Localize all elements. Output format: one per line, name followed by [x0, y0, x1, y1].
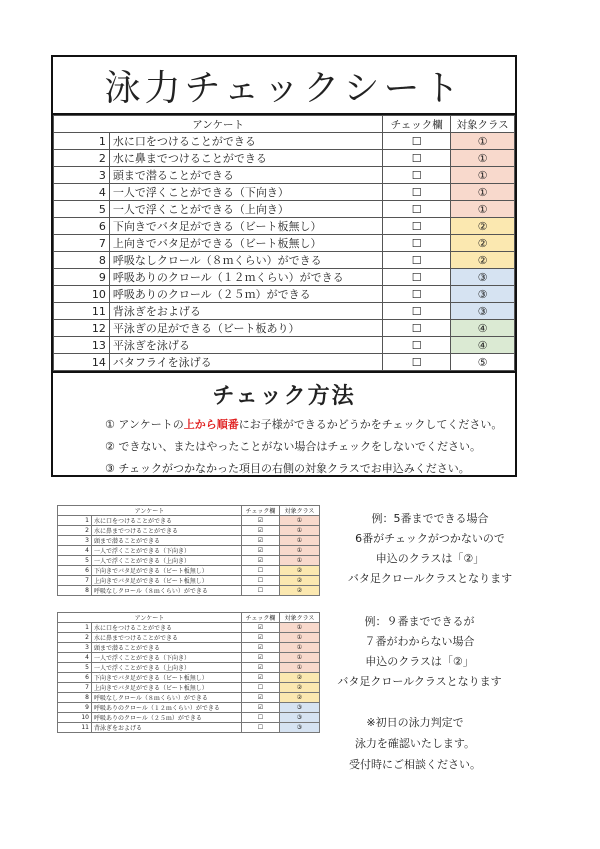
mini-row-checkbox: ☑	[242, 643, 280, 653]
footnote	[330, 712, 500, 775]
row-number: 2	[54, 150, 110, 167]
row-class: ③	[451, 303, 515, 320]
mini-table-row	[58, 693, 320, 703]
table-header-row	[54, 116, 515, 133]
example-table-2	[57, 612, 320, 733]
row-number: 14	[54, 354, 110, 371]
footnote-line-3: 受付時にご相談ください。	[349, 758, 481, 771]
row-question: バタフライを泳げる	[109, 354, 382, 371]
table-row	[54, 201, 515, 218]
row-class: ①	[451, 184, 515, 201]
row-question: 下向きでバタ足ができる（ビート板無し）	[109, 218, 382, 235]
table-row	[54, 133, 515, 150]
mini-row-checkbox: ☑	[242, 623, 280, 633]
mini-row-question: 水に口をつけることができる	[92, 623, 242, 633]
mini-header-check: チェック欄	[242, 506, 280, 516]
row-question: 平泳ぎの足ができる（ビート板あり）	[109, 320, 382, 337]
mini-row-class: ①	[280, 526, 320, 536]
example-note-1	[330, 509, 530, 589]
mini-row-question: 呼吸ありのクロール（２５ｍ）ができる	[92, 713, 242, 723]
mini-table-row	[58, 576, 320, 586]
mini-row-number: 4	[58, 546, 92, 556]
mini-row-class: ①	[280, 546, 320, 556]
row-question: 上向きでバタ足ができる（ビート板無し）	[109, 235, 382, 252]
mini-row-checkbox: ☑	[242, 703, 280, 713]
row-number: 8	[54, 252, 110, 269]
mini-row-class: ①	[280, 633, 320, 643]
method-step-1-pre: ① アンケートの	[105, 418, 184, 431]
mini-row-checkbox: ☐	[242, 713, 280, 723]
mini-row-class: ②	[280, 576, 320, 586]
mini-row-class: ①	[280, 653, 320, 663]
row-question: 一人で浮くことができる（下向き）	[109, 184, 382, 201]
mini-row-question: 水に口をつけることができる	[92, 516, 242, 526]
example-2-line-4: バタ足クロールクラスとなります	[337, 675, 502, 688]
mini-row-number: 7	[58, 683, 92, 693]
row-checkbox[interactable]: ☐	[383, 235, 451, 252]
mini-table-row	[58, 723, 320, 733]
row-checkbox[interactable]: ☐	[383, 337, 451, 354]
row-number: 9	[54, 269, 110, 286]
survey-table	[53, 115, 515, 371]
footnote-line-2: 泳力を確認いたします。	[354, 737, 476, 750]
table-row	[54, 320, 515, 337]
mini-row-checkbox: ☑	[242, 663, 280, 673]
mini-row-checkbox: ☑	[242, 546, 280, 556]
mini-table-row	[58, 556, 320, 566]
mini-row-class: ③	[280, 713, 320, 723]
table-row	[54, 303, 515, 320]
row-number: 6	[54, 218, 110, 235]
row-question: 呼吸ありのクロール（１２ｍくらい）ができる	[109, 269, 382, 286]
method-step-3: ③ チェックがつかなかった項目の右側の対象クラスでお申込みください。	[105, 462, 470, 475]
mini-row-number: 3	[58, 643, 92, 653]
header-question: アンケート	[54, 116, 383, 133]
row-number: 7	[54, 235, 110, 252]
mini-header-row	[58, 613, 320, 623]
row-checkbox[interactable]: ☐	[383, 354, 451, 371]
mini-row-class: ③	[280, 723, 320, 733]
mini-table-row	[58, 566, 320, 576]
mini-table-row	[58, 673, 320, 683]
mini-row-question: 下向きでバタ足ができる（ビート板無し）	[92, 673, 242, 683]
mini-row-question: 水に鼻までつけることができる	[92, 526, 242, 536]
mini-row-checkbox: ☐	[242, 566, 280, 576]
method-title: チェック方法	[212, 384, 356, 409]
row-checkbox[interactable]: ☐	[383, 218, 451, 235]
row-checkbox[interactable]: ☐	[383, 320, 451, 337]
mini-row-question: 呼吸なしクロール（８ｍくらい）ができる	[92, 586, 242, 596]
mini-table-row	[58, 683, 320, 693]
mini-header-question: アンケート	[58, 506, 242, 516]
mini-row-question: 頭まで潜ることができる	[92, 536, 242, 546]
mini-row-number: 2	[58, 526, 92, 536]
mini-row-number: 4	[58, 653, 92, 663]
table-row	[54, 150, 515, 167]
mini-row-class: ②	[280, 683, 320, 693]
table-row	[54, 235, 515, 252]
example-note-2	[312, 612, 527, 692]
mini-row-number: 11	[58, 723, 92, 733]
mini-row-class: ②	[280, 566, 320, 576]
mini-row-number: 5	[58, 556, 92, 566]
row-class: ②	[451, 218, 515, 235]
mini-row-checkbox: ☐	[242, 576, 280, 586]
table-row	[54, 286, 515, 303]
mini-table-row	[58, 526, 320, 536]
mini-table-row	[58, 713, 320, 723]
mini-row-question: 一人で浮くことができる（下向き）	[92, 546, 242, 556]
mini-header-question: アンケート	[58, 613, 242, 623]
row-number: 12	[54, 320, 110, 337]
mini-header-class: 対象クラス	[280, 506, 320, 516]
mini-header-class: 対象クラス	[280, 613, 320, 623]
table-row	[54, 354, 515, 371]
mini-table-row	[58, 536, 320, 546]
row-checkbox[interactable]: ☐	[383, 286, 451, 303]
row-class: ①	[451, 201, 515, 218]
row-class: ①	[451, 133, 515, 150]
mini-row-class: ②	[280, 586, 320, 596]
row-class: ④	[451, 337, 515, 354]
mini-row-number: 2	[58, 633, 92, 643]
mini-row-number: 9	[58, 703, 92, 713]
mini-row-checkbox: ☑	[242, 693, 280, 703]
row-question: 一人で浮くことができる（上向き）	[109, 201, 382, 218]
row-number: 13	[54, 337, 110, 354]
row-class: ④	[451, 320, 515, 337]
mini-row-number: 7	[58, 576, 92, 586]
mini-row-class: ①	[280, 643, 320, 653]
mini-row-checkbox: ☑	[242, 633, 280, 643]
method-step-1	[53, 416, 515, 432]
row-class: ②	[451, 252, 515, 269]
mini-row-number: 10	[58, 713, 92, 723]
mini-row-question: 水に鼻までつけることができる	[92, 633, 242, 643]
row-class: ②	[451, 235, 515, 252]
method-step-2: ② できない、またはやったことがない場合はチェックをしないでください。	[105, 440, 482, 453]
example-2-line-3: 申込のクラスは「②」	[365, 655, 474, 668]
mini-row-class: ①	[280, 663, 320, 673]
mini-row-checkbox: ☑	[242, 536, 280, 546]
row-checkbox[interactable]: ☐	[383, 269, 451, 286]
method-step-1-highlight: 上から順番	[183, 418, 239, 431]
row-number: 4	[54, 184, 110, 201]
header-class: 対象クラス	[451, 116, 515, 133]
mini-table-row	[58, 546, 320, 556]
mini-row-question: 下向きでバタ足ができる（ビート板無し）	[92, 566, 242, 576]
table-row	[54, 252, 515, 269]
check-sheet-frame	[51, 55, 517, 477]
method-section	[53, 371, 515, 476]
mini-row-number: 3	[58, 536, 92, 546]
example-1-line-1: 例：5番までできる場合	[371, 512, 489, 525]
row-number: 1	[54, 133, 110, 150]
mini-row-class: ①	[280, 516, 320, 526]
row-question: 水に鼻までつけることができる	[109, 150, 382, 167]
table-row	[54, 269, 515, 286]
row-checkbox[interactable]: ☐	[383, 201, 451, 218]
example-2-line-1: 例：９番までできるが	[364, 615, 475, 628]
row-class: ③	[451, 269, 515, 286]
mini-table-row	[58, 623, 320, 633]
mini-table-row	[58, 586, 320, 596]
example-2-line-2: ７番がわからない場合	[364, 635, 475, 648]
row-question: 呼吸ありのクロール（２５ｍ）ができる	[109, 286, 382, 303]
example-1-line-3: 申込のクラスは「②」	[375, 552, 485, 565]
footnote-line-1: ※初日の泳力判定で	[366, 716, 464, 729]
mini-row-question: 一人で浮くことができる（上向き）	[92, 556, 242, 566]
mini-table-row	[58, 653, 320, 663]
row-class: ③	[451, 286, 515, 303]
mini-row-number: 8	[58, 586, 92, 596]
mini-row-checkbox: ☑	[242, 526, 280, 536]
mini-row-checkbox: ☐	[242, 683, 280, 693]
method-step-1-post: にお子様ができるかどうかをチェックしてください。	[238, 418, 503, 431]
example-table-1	[57, 505, 320, 596]
mini-row-number: 6	[58, 566, 92, 576]
mini-table-row	[58, 633, 320, 643]
row-checkbox[interactable]: ☐	[383, 184, 451, 201]
mini-row-class: ②	[280, 693, 320, 703]
table-row	[54, 218, 515, 235]
table-row	[54, 184, 515, 201]
mini-row-checkbox: ☐	[242, 586, 280, 596]
example-1-line-2: 6番がチェックがつかないので	[355, 532, 505, 545]
mini-table-row	[58, 663, 320, 673]
mini-row-class: ①	[280, 536, 320, 546]
mini-table-row	[58, 643, 320, 653]
row-class: ⑤	[451, 354, 515, 371]
mini-row-number: 6	[58, 673, 92, 683]
row-number: 3	[54, 167, 110, 184]
mini-row-question: 呼吸なしクロール（８ｍくらい）ができる	[92, 693, 242, 703]
row-class: ①	[451, 150, 515, 167]
mini-row-number: 1	[58, 516, 92, 526]
row-question: 頭まで潜ることができる	[109, 167, 382, 184]
mini-header-row	[58, 506, 320, 516]
mini-row-checkbox: ☑	[242, 516, 280, 526]
mini-table-row	[58, 516, 320, 526]
mini-row-checkbox: ☑	[242, 673, 280, 683]
mini-table-row	[58, 703, 320, 713]
mini-row-number: 8	[58, 693, 92, 703]
row-checkbox[interactable]: ☐	[383, 150, 451, 167]
mini-row-question: 背泳ぎをおよげる	[92, 723, 242, 733]
row-question: 水に口をつけることができる	[109, 133, 382, 150]
row-number: 11	[54, 303, 110, 320]
page-title: 泳力チェックシート	[53, 57, 515, 115]
mini-row-class: ①	[280, 556, 320, 566]
row-checkbox[interactable]: ☐	[383, 303, 451, 320]
row-question: 平泳ぎを泳げる	[109, 337, 382, 354]
example-1-line-4: バタ足クロールクラスとなります	[347, 572, 513, 585]
mini-header-check: チェック欄	[242, 613, 280, 623]
mini-row-question: 呼吸ありのクロール（１２ｍくらい）ができる	[92, 703, 242, 713]
row-checkbox[interactable]: ☐	[383, 252, 451, 269]
header-check: チェック欄	[383, 116, 451, 133]
mini-row-question: 上向きでバタ足ができる（ビート板無し）	[92, 683, 242, 693]
row-question: 背泳ぎをおよげる	[109, 303, 382, 320]
table-row	[54, 337, 515, 354]
mini-row-question: 一人で浮くことができる（上向き）	[92, 663, 242, 673]
mini-row-checkbox: ☐	[242, 723, 280, 733]
mini-row-checkbox: ☑	[242, 556, 280, 566]
row-question: 呼吸なしクロール（８ｍくらい）ができる	[109, 252, 382, 269]
row-number: 10	[54, 286, 110, 303]
mini-row-question: 一人で浮くことができる（下向き）	[92, 653, 242, 663]
table-row	[54, 167, 515, 184]
mini-row-checkbox: ☑	[242, 653, 280, 663]
mini-row-question: 頭まで潜ることができる	[92, 643, 242, 653]
mini-row-class: ①	[280, 623, 320, 633]
mini-row-number: 1	[58, 623, 92, 633]
mini-row-class: ③	[280, 703, 320, 713]
row-checkbox[interactable]: ☐	[383, 167, 451, 184]
row-checkbox[interactable]: ☐	[383, 133, 451, 150]
mini-row-class: ②	[280, 673, 320, 683]
mini-row-question: 上向きでバタ足ができる（ビート板無し）	[92, 576, 242, 586]
mini-row-number: 5	[58, 663, 92, 673]
row-class: ①	[451, 167, 515, 184]
row-number: 5	[54, 201, 110, 218]
